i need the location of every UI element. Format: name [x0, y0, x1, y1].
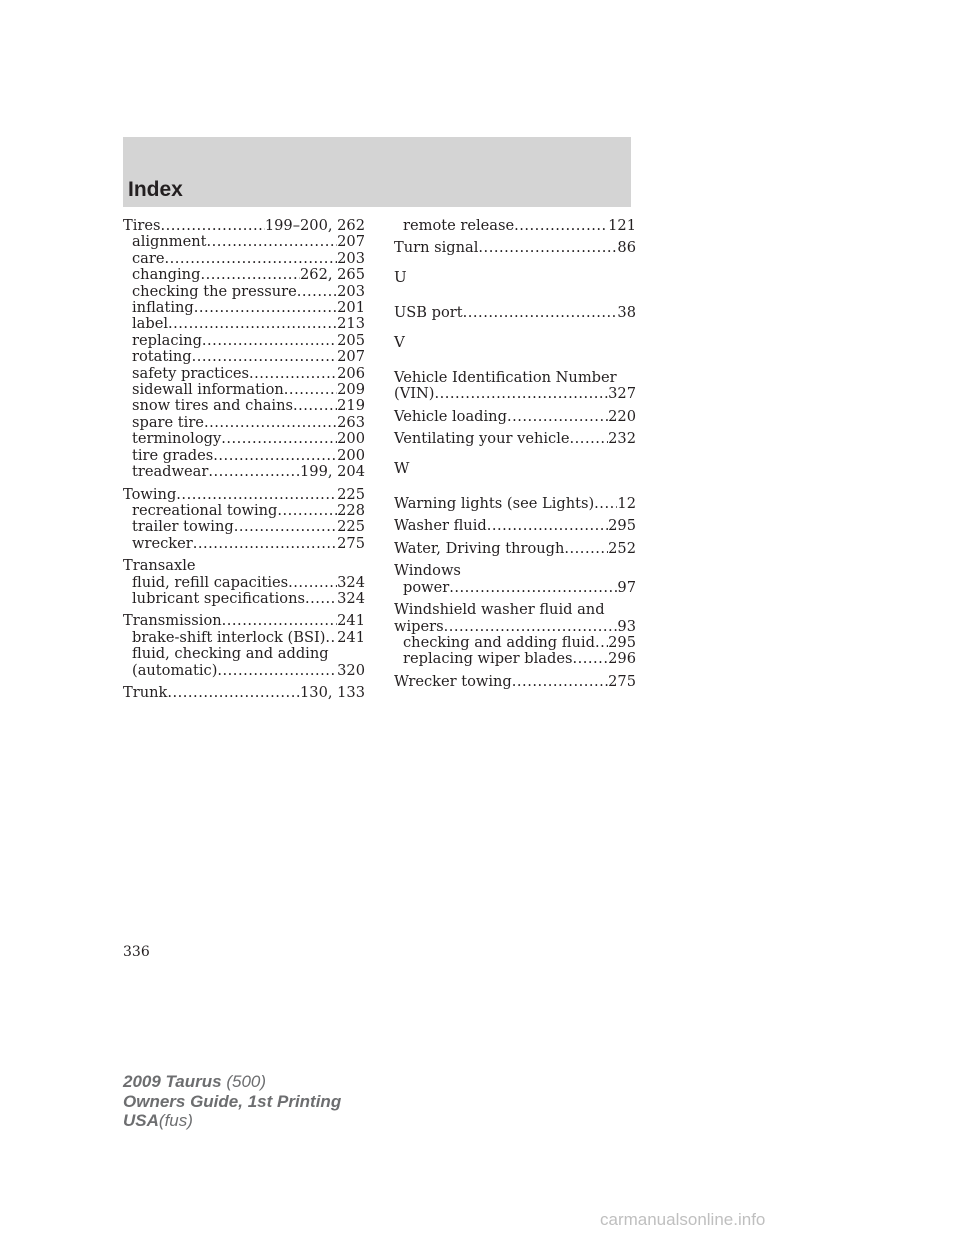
dot-leader	[208, 464, 300, 480]
page-reference: 209	[337, 381, 365, 399]
page-reference: 225	[337, 518, 365, 536]
index-entry	[123, 613, 365, 679]
index-term: Vehicle loading	[394, 407, 507, 425]
page-reference: 320	[337, 661, 365, 679]
index-subentry	[123, 284, 365, 300]
page-reference: 12	[617, 495, 636, 513]
index-term: replacing wiper blades	[403, 650, 573, 668]
index-term: Washer fluid	[394, 517, 487, 535]
index-term: changing	[132, 266, 201, 284]
index-term-line	[394, 541, 636, 557]
footer-region: USA	[123, 1111, 159, 1130]
dot-leader	[284, 382, 337, 398]
index-subentry	[123, 503, 365, 519]
index-term: Windows	[394, 562, 461, 580]
dot-leader	[204, 415, 337, 431]
index-term: checking and adding fluid	[403, 633, 595, 651]
dot-leader	[165, 251, 338, 267]
index-term: fluid, refill capacities	[132, 573, 289, 591]
index-subentry	[123, 519, 365, 535]
index-entry	[394, 541, 636, 557]
index-entry	[123, 487, 365, 553]
page-reference: 213	[337, 315, 365, 333]
dot-leader	[213, 448, 337, 464]
index-subentry	[123, 316, 365, 332]
index-entry	[123, 685, 365, 701]
index-subentry	[123, 646, 365, 662]
page-reference: 263	[337, 413, 365, 431]
page-reference: 262, 265	[300, 266, 365, 284]
page-reference: 205	[337, 331, 365, 349]
page-reference: 130, 133	[300, 683, 365, 701]
dot-leader	[305, 591, 337, 607]
index-subentry	[123, 366, 365, 382]
index-term: rotating	[132, 348, 192, 366]
index-term: alignment	[132, 233, 207, 251]
page-reference: 203	[337, 249, 365, 267]
index-term: safety practices	[132, 364, 249, 382]
index-subentry	[123, 663, 365, 679]
page-reference: 199, 204	[300, 463, 365, 481]
dot-leader	[514, 218, 608, 234]
index-term: treadwear	[132, 463, 209, 481]
index-subentry	[123, 234, 365, 250]
index-term: power	[403, 578, 450, 596]
page-reference: 86	[617, 239, 636, 257]
index-term: snow tires and chains	[132, 397, 293, 415]
index-subentry	[123, 448, 365, 464]
index-subentry	[123, 415, 365, 431]
index-entry	[394, 240, 636, 256]
dot-leader	[193, 536, 337, 552]
page-reference: 219	[337, 397, 365, 415]
dot-leader	[572, 651, 608, 667]
page-reference: 228	[337, 501, 365, 519]
section-letter-block	[394, 334, 636, 350]
index-term: checking the pressure	[132, 282, 297, 300]
index-subentry	[123, 349, 365, 365]
page-reference: 121	[608, 217, 636, 234]
index-entry	[394, 602, 636, 668]
index-subentry	[123, 630, 365, 646]
dot-leader	[297, 284, 337, 300]
page-reference: 241	[337, 628, 365, 646]
index-entry	[394, 563, 636, 596]
index-term-line	[394, 409, 636, 425]
index-term-line	[123, 685, 365, 701]
index-term: (VIN)	[394, 385, 435, 403]
dot-leader	[277, 503, 337, 519]
dot-leader	[570, 431, 609, 447]
dot-leader	[478, 240, 617, 256]
index-term: terminology	[132, 430, 222, 448]
index-term: Water, Driving through	[394, 539, 565, 557]
page-reference: 207	[337, 233, 365, 251]
index-term: Towing	[123, 485, 177, 503]
page-reference: 38	[617, 304, 636, 322]
page-reference: 200	[337, 446, 365, 464]
dot-leader	[434, 386, 608, 402]
index-term: Warning lights (see Lights)	[394, 495, 595, 513]
page-reference: 327	[608, 385, 636, 403]
index-term: lubricant specifications	[132, 589, 305, 607]
index-term-line	[123, 487, 365, 503]
index-entry	[394, 496, 636, 512]
index-subentry	[394, 651, 636, 667]
dot-leader	[194, 300, 337, 316]
page-reference: 296	[608, 650, 636, 668]
page-reference: 324	[337, 573, 365, 591]
index-term-line	[394, 386, 636, 402]
index-term: Wrecker towing	[394, 672, 512, 690]
index-subentry	[123, 536, 365, 552]
index-term: replacing	[132, 331, 202, 349]
dot-leader	[217, 663, 337, 679]
index-term: recreational towing	[132, 501, 278, 519]
dot-leader	[167, 685, 300, 701]
index-subentry	[394, 218, 636, 234]
index-term-line	[394, 602, 636, 618]
index-term: trailer towing	[132, 518, 234, 536]
page-reference: 207	[337, 348, 365, 366]
index-entry	[394, 518, 636, 534]
index-term: brake-shift interlock (BSI)	[132, 628, 326, 646]
index-term-line	[123, 218, 365, 234]
index-entry	[394, 431, 636, 447]
index-entry	[394, 218, 636, 234]
page-reference: 252	[608, 539, 636, 557]
dot-leader	[507, 409, 608, 425]
page-reference: 199–200, 262	[264, 217, 365, 234]
dot-leader	[595, 635, 608, 651]
index-entry	[123, 558, 365, 607]
dot-leader	[221, 431, 337, 447]
dot-leader	[161, 218, 265, 234]
page-title: Index	[128, 178, 183, 201]
dot-leader	[325, 630, 337, 646]
page-reference: 225	[337, 485, 365, 503]
index-subentry	[123, 575, 365, 591]
dot-leader	[176, 487, 337, 503]
index-term: Vehicle Identification Number	[394, 369, 617, 387]
page-reference: 295	[608, 517, 636, 535]
header-band	[123, 137, 631, 207]
dot-leader	[234, 519, 337, 535]
index-term: spare tire	[132, 413, 204, 431]
dot-leader	[200, 267, 300, 283]
index-term: label	[132, 315, 169, 333]
index-subentry	[123, 251, 365, 267]
index-term: Turn signal	[394, 239, 479, 257]
dot-leader	[293, 398, 337, 414]
dot-leader	[487, 518, 608, 534]
index-term: remote release	[403, 217, 515, 234]
index-term: fluid, checking and adding	[132, 645, 329, 663]
section-letter-block	[394, 269, 636, 285]
index-term: Tires	[123, 217, 161, 234]
page-reference: 324	[337, 589, 365, 607]
page-reference: 203	[337, 282, 365, 300]
dot-leader	[444, 619, 618, 635]
index-term-line	[394, 305, 636, 321]
index-entry	[123, 218, 365, 481]
index-entry	[394, 370, 636, 403]
index-term: wrecker	[132, 534, 193, 552]
footer-model: 2009 Taurus	[123, 1072, 222, 1091]
index-term-line	[394, 431, 636, 447]
watermark: carmanualsonline.info	[600, 1210, 766, 1229]
section-letter: V	[394, 332, 405, 351]
dot-leader	[249, 366, 337, 382]
index-entry	[394, 305, 636, 321]
index-column-left	[123, 218, 365, 707]
footer	[123, 1072, 341, 1131]
index-term-line	[394, 619, 636, 635]
index-term-line	[123, 558, 365, 574]
index-subentry	[123, 591, 365, 607]
index-term-line	[394, 674, 636, 690]
index-column-right	[394, 218, 636, 696]
page-reference: 275	[337, 534, 365, 552]
index-subentry	[123, 464, 365, 480]
index-term: inflating	[132, 299, 194, 317]
page-reference: 275	[608, 672, 636, 690]
index-subentry	[123, 398, 365, 414]
page-reference: 241	[337, 612, 365, 630]
page-reference: 200	[337, 430, 365, 448]
footer-model-code: (500)	[226, 1072, 267, 1091]
page-reference: 295	[608, 633, 636, 651]
index-term: care	[132, 249, 165, 267]
index-subentry	[123, 300, 365, 316]
index-subentry	[123, 267, 365, 283]
page-reference: 97	[617, 578, 636, 596]
index-term: Ventilating your vehicle	[394, 430, 570, 448]
index-subentry	[394, 635, 636, 651]
dot-leader	[594, 496, 617, 512]
dot-leader	[512, 674, 608, 690]
dot-leader	[288, 575, 337, 591]
page-reference: 93	[617, 617, 636, 635]
index-term-line	[394, 370, 636, 386]
dot-leader	[564, 541, 608, 557]
dot-leader	[463, 305, 618, 321]
index-term-line	[394, 518, 636, 534]
page-reference: 232	[608, 430, 636, 448]
index-term: tire grades	[132, 446, 214, 464]
page-number: 336	[123, 944, 150, 960]
index-term-line	[394, 496, 636, 512]
footer-edition: Owners Guide, 1st Printing	[123, 1091, 342, 1111]
page-reference: 201	[337, 299, 365, 317]
index-term-line	[394, 563, 636, 579]
dot-leader	[207, 234, 338, 250]
dot-leader	[449, 580, 617, 596]
dot-leader	[192, 349, 338, 365]
section-letter-block	[394, 460, 636, 476]
section-letter: U	[394, 267, 407, 286]
index-entry	[394, 674, 636, 690]
dot-leader	[202, 333, 337, 349]
index-entry	[394, 409, 636, 425]
dot-leader	[222, 613, 338, 629]
index-term: wipers	[394, 617, 444, 635]
section-letter: W	[394, 458, 410, 477]
index-term: USB port	[394, 304, 463, 322]
index-term: Transaxle	[123, 557, 196, 575]
index-subentry	[123, 333, 365, 349]
footer-region-code: (fus)	[158, 1111, 193, 1130]
index-subentry	[394, 580, 636, 596]
index-term: Trunk	[123, 683, 168, 701]
index-term-line	[394, 240, 636, 256]
index-term: Windshield washer fluid and	[394, 601, 605, 619]
index-term: (automatic)	[132, 661, 218, 679]
dot-leader	[168, 316, 337, 332]
index-subentry	[123, 382, 365, 398]
index-subentry	[123, 431, 365, 447]
index-term-line	[123, 613, 365, 629]
index-term: sidewall information	[132, 381, 284, 399]
page-reference: 206	[337, 364, 365, 382]
page-reference: 220	[608, 407, 636, 425]
index-term: Transmission	[123, 612, 222, 630]
